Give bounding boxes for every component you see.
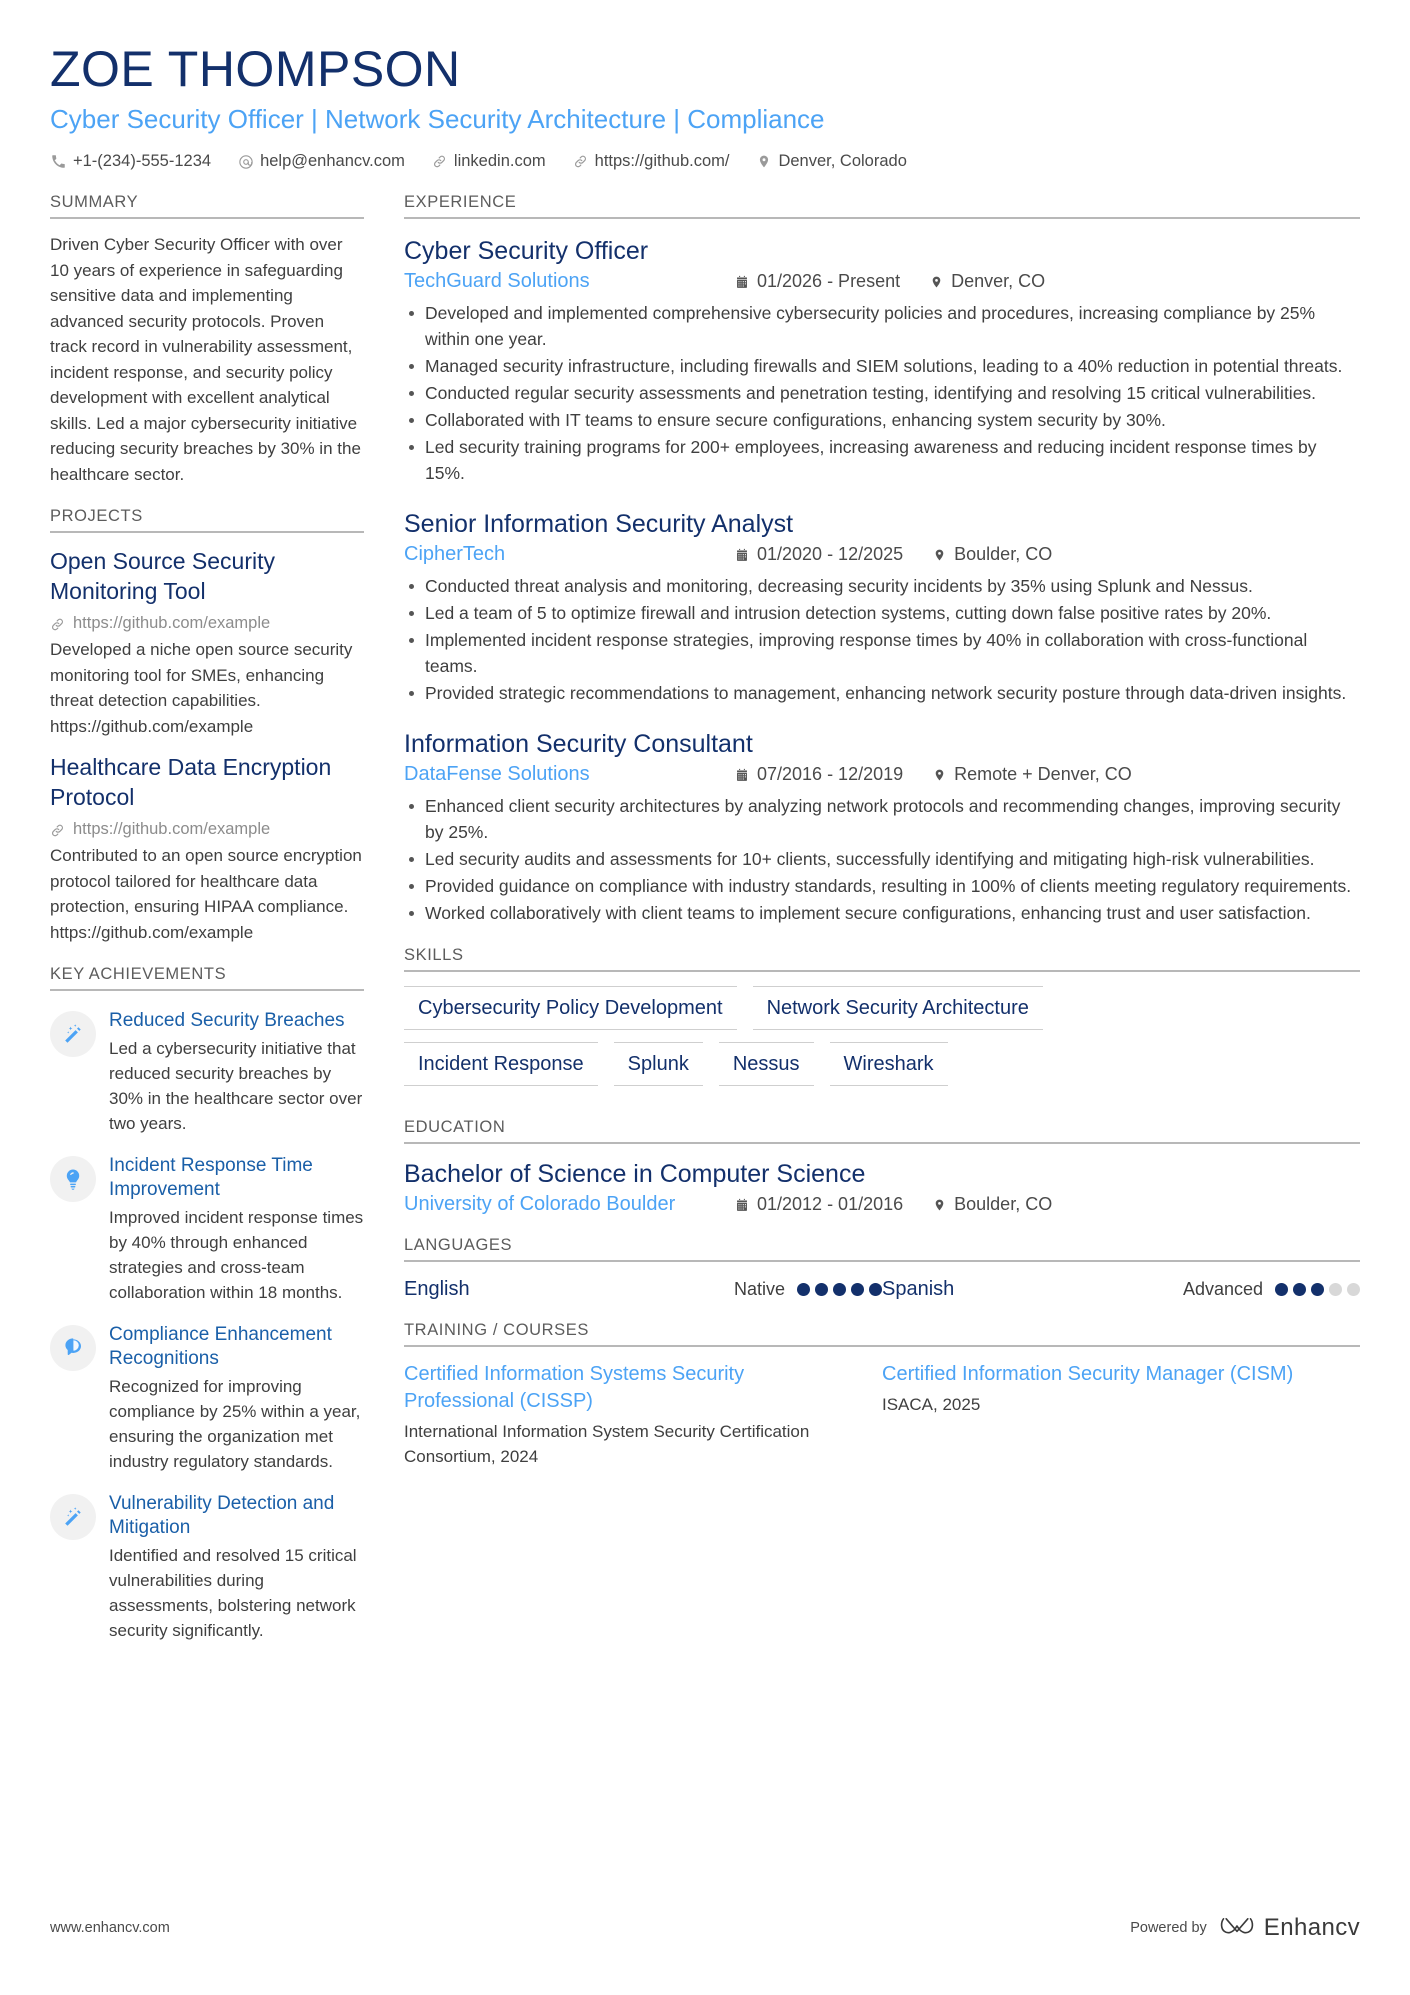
calendar-icon	[734, 547, 750, 563]
rating-dot	[1293, 1283, 1306, 1296]
skill-chip: Incident Response	[404, 1042, 598, 1086]
contact-github[interactable]	[572, 152, 730, 171]
achievement-description: Recognized for improving compliance by 25% within a year, ensuring the organization met industry regulatory standards.	[109, 1377, 361, 1471]
language-level: Advanced	[1182, 1279, 1263, 1299]
powered-by	[1130, 1913, 1360, 1943]
job-bullet: Managed security infrastructure, including firewalls and SIEM solutions, leading to a 40% reduction in potential threats.	[404, 353, 1360, 379]
project-description: Developed a niche open source security monitoring tool for SMEs, enhancing threat detection capabilities. https://github.com/example	[50, 640, 353, 736]
job-location-text: Denver, CO	[951, 271, 1046, 291]
course-item	[404, 1361, 882, 1469]
job-location	[928, 271, 1045, 292]
job-location	[931, 544, 1052, 565]
rating-dot	[833, 1283, 846, 1296]
link-icon	[572, 153, 589, 170]
rating-dot	[1347, 1283, 1360, 1296]
education-dates	[734, 1194, 903, 1215]
section-projects	[50, 507, 364, 945]
job-bullet: Implemented incident response strategies, improving response times by 40% in collaboration with cross-functional teams.	[404, 627, 1360, 679]
education-dates-text: 01/2012 - 01/2016	[757, 1194, 904, 1214]
skill-chip: Wireshark	[830, 1042, 948, 1086]
email-icon	[237, 153, 254, 170]
rating-dot	[797, 1283, 810, 1296]
job-role: Cyber Security Officer	[404, 237, 649, 265]
contact-email-text: help@enhancv.com	[260, 152, 405, 170]
contact-linkedin[interactable]	[431, 152, 546, 171]
job-bullet: Conducted threat analysis and monitoring, decreasing security incidents by 35% using Splunk and Nessus.	[404, 573, 1360, 599]
job-location-text: Boulder, CO	[954, 544, 1053, 564]
language-rating-dots	[797, 1283, 882, 1296]
section-title-training-courses: TRAINING / COURSES	[404, 1321, 1360, 1347]
job-bullet: Led security audits and assessments for 10+ clients, successfully identifying and mitigating high-risk vulnerabilities.	[404, 846, 1360, 872]
achievement-item	[50, 1492, 364, 1643]
job-dates-text: 01/2020 - 12/2025	[757, 544, 904, 564]
powered-by-label: Powered by	[1130, 1920, 1207, 1936]
location-pin-icon	[931, 767, 947, 783]
rating-dot	[869, 1283, 882, 1296]
project-title: Healthcare Data Encryption Protocol	[50, 754, 332, 810]
job-bullet: Provided strategic recommendations to management, enhancing network security posture through data-driven insights.	[404, 680, 1360, 706]
summary-text: Driven Cyber Security Officer with over 10 years of experience in safeguarding sensitive data and implementing advanced security protocols. Proven track record in vulnerability assessment, incident response, and security policy development with excellent analytical skills. Led a major cybersecurity initiative reducing security breaches by 30% in the healthcare sector.	[50, 235, 361, 484]
job-role: Senior Information Security Analyst	[404, 510, 794, 538]
job-dates	[734, 544, 903, 565]
rating-dot	[851, 1283, 864, 1296]
project-link[interactable]	[50, 820, 364, 839]
language-item	[404, 1278, 882, 1301]
education-item	[404, 1158, 1360, 1216]
education-degree: Bachelor of Science in Computer Science	[404, 1160, 866, 1188]
link-icon	[431, 153, 448, 170]
job-dates	[734, 764, 903, 785]
section-title-languages: LANGUAGES	[404, 1236, 1360, 1262]
education-location	[931, 1194, 1052, 1215]
course-name[interactable]: Certified Information Systems Security Professional (CISSP)	[404, 1363, 745, 1412]
location-pin-icon	[931, 547, 947, 563]
language-name: Spanish	[882, 1278, 955, 1300]
job-dates-text: 07/2016 - 12/2019	[757, 764, 904, 784]
section-title-summary: SUMMARY	[50, 193, 364, 219]
section-experience	[404, 193, 1360, 926]
location-pin-icon	[755, 153, 772, 170]
magic-wand-icon	[50, 1494, 96, 1540]
achievement-item	[50, 1009, 364, 1136]
project-link-text: https://github.com/example	[73, 820, 271, 838]
location-pin-icon	[931, 1197, 947, 1213]
contact-email[interactable]	[237, 152, 405, 171]
link-icon	[50, 823, 66, 839]
enhancv-logo	[1219, 1913, 1360, 1943]
resume-header	[50, 40, 1360, 171]
job-bullet: Developed and implemented comprehensive cybersecurity policies and procedures, increasing compliance by 25% within one year.	[404, 300, 1360, 352]
skill-chip: Splunk	[614, 1042, 703, 1086]
job-bullet: Provided guidance on compliance with industry standards, resulting in 100% of clients meeting regulatory requirements.	[404, 873, 1360, 899]
project-title: Open Source Security Monitoring Tool	[50, 548, 276, 604]
language-item	[882, 1278, 1360, 1301]
achievement-description: Identified and resolved 15 critical vulnerabilities during assessments, bolstering network security significantly.	[109, 1546, 357, 1640]
rating-dot	[1275, 1283, 1288, 1296]
speech-head-icon	[50, 1325, 96, 1371]
course-organization: ISACA, 2025	[882, 1395, 981, 1414]
languages-list	[404, 1278, 1360, 1301]
course-organization: International Information System Security Certification Consortium, 2024	[404, 1422, 810, 1466]
section-training-courses	[404, 1321, 1360, 1469]
achievement-item	[50, 1154, 364, 1305]
job-company[interactable]: CipherTech	[404, 543, 506, 565]
rating-dot	[1311, 1283, 1324, 1296]
job-bullet: Enhanced client security architectures by analyzing network protocols and recommending changes, improving security by 25%.	[404, 793, 1360, 845]
job-company[interactable]: DataFense Solutions	[404, 763, 590, 785]
enhancv-mark-icon	[1219, 1913, 1255, 1943]
skills-list	[404, 986, 1360, 1098]
location-pin-icon	[928, 274, 944, 290]
achievement-title: Reduced Security Breaches	[109, 1010, 345, 1031]
job-role: Information Security Consultant	[404, 730, 753, 758]
job-bullet: Led a team of 5 to optimize firewall and intrusion detection systems, cutting down false positive rates by 20%.	[404, 600, 1360, 626]
achievement-description: Improved incident response times by 40% through enhanced strategies and cross-team collaboration within 18 months.	[109, 1208, 364, 1302]
language-level: Native	[733, 1279, 785, 1299]
achievement-title: Incident Response Time Improvement	[109, 1155, 313, 1200]
section-key-achievements	[50, 965, 364, 1643]
section-languages	[404, 1236, 1360, 1301]
phone-icon	[50, 153, 67, 170]
resume-body	[50, 193, 1360, 1647]
education-meta	[404, 1193, 1360, 1216]
skill-row	[404, 986, 1360, 1042]
rating-dot	[1329, 1283, 1342, 1296]
rating-dot	[815, 1283, 828, 1296]
job-dates	[734, 271, 900, 292]
lightbulb-icon	[50, 1156, 96, 1202]
section-title-projects: PROJECTS	[50, 507, 364, 533]
enhancv-brand-name: Enhancv	[1263, 1914, 1360, 1941]
contact-phone[interactable]	[50, 152, 211, 171]
achievement-title: Compliance Enhancement Recognitions	[109, 1324, 332, 1369]
job-bullet: Worked collaboratively with client teams to implement secure configurations, enhancing trust and user satisfaction.	[404, 900, 1360, 926]
contact-location-text: Denver, Colorado	[778, 152, 907, 170]
language-rating-dots	[1275, 1283, 1360, 1296]
main-column	[382, 193, 1360, 1473]
section-summary	[50, 193, 364, 487]
headline-subtitle: Cyber Security Officer | Network Security Architecture | Compliance	[50, 104, 825, 134]
language-name: English	[404, 1278, 470, 1300]
calendar-icon	[734, 1197, 750, 1213]
project-item	[50, 546, 364, 739]
job-bullets	[404, 573, 1360, 706]
experience-item	[404, 235, 1360, 486]
project-link-text: https://github.com/example	[73, 614, 271, 632]
achievement-item	[50, 1323, 364, 1474]
contact-row	[50, 152, 1360, 171]
section-title-education: EDUCATION	[404, 1118, 1360, 1144]
contact-linkedin-text: linkedin.com	[453, 152, 546, 170]
project-link[interactable]	[50, 614, 364, 633]
job-bullets	[404, 300, 1360, 486]
achievement-description: Led a cybersecurity initiative that reduced security breaches by 30% in the healthcare sector over two years.	[109, 1039, 363, 1133]
section-title-skills: SKILLS	[404, 946, 1360, 972]
job-bullet: Collaborated with IT teams to ensure secure configurations, enhancing system security by 30%.	[404, 407, 1360, 433]
skill-chip: Cybersecurity Policy Development	[404, 986, 737, 1030]
contact-github-text: https://github.com/	[594, 152, 730, 170]
magic-wand-icon	[50, 1011, 96, 1057]
job-meta	[404, 270, 1360, 293]
footer-website[interactable]: www.enhancv.com	[50, 1920, 170, 1936]
job-bullet: Conducted regular security assessments and penetration testing, identifying and resolving 15 critical vulnerabilities.	[404, 380, 1360, 406]
project-item	[50, 752, 364, 945]
sidebar-column	[50, 193, 382, 1647]
section-title-key-achievements: KEY ACHIEVEMENTS	[50, 965, 364, 991]
link-icon	[50, 617, 66, 633]
job-bullet: Led security training programs for 200+ employees, increasing awareness and reducing incident response times by 15%.	[404, 434, 1360, 486]
experience-item	[404, 728, 1360, 926]
section-skills	[404, 946, 1360, 1098]
contact-phone-text: +1-(234)-555-1234	[73, 152, 212, 170]
courses-list	[404, 1361, 1360, 1469]
course-item	[882, 1361, 1360, 1469]
achievement-title: Vulnerability Detection and Mitigation	[109, 1493, 335, 1538]
project-description: Contributed to an open source encryption protocol tailored for healthcare data protection, ensuring HIPAA compliance. https://github.com/example	[50, 846, 362, 942]
calendar-icon	[734, 767, 750, 783]
job-company[interactable]: TechGuard Solutions	[404, 270, 590, 292]
calendar-icon	[734, 274, 750, 290]
job-location-text: Remote + Denver, CO	[954, 764, 1132, 784]
education-school[interactable]: University of Colorado Boulder	[404, 1193, 676, 1215]
skill-row	[404, 1042, 1360, 1098]
job-meta	[404, 763, 1360, 786]
section-education	[404, 1118, 1360, 1216]
skill-chip: Nessus	[719, 1042, 814, 1086]
page-footer	[50, 1913, 1360, 1943]
contact-location	[755, 152, 906, 171]
job-location	[931, 764, 1132, 785]
job-dates-text: 01/2026 - Present	[757, 271, 901, 291]
job-meta	[404, 543, 1360, 566]
section-title-experience: EXPERIENCE	[404, 193, 1360, 219]
course-name[interactable]: Certified Information Security Manager (CISM)	[882, 1363, 1294, 1385]
education-location-text: Boulder, CO	[954, 1194, 1053, 1214]
skill-chip: Network Security Architecture	[753, 986, 1043, 1030]
experience-item	[404, 508, 1360, 706]
page-title: ZOE THOMPSON	[50, 41, 461, 97]
job-bullets	[404, 793, 1360, 926]
